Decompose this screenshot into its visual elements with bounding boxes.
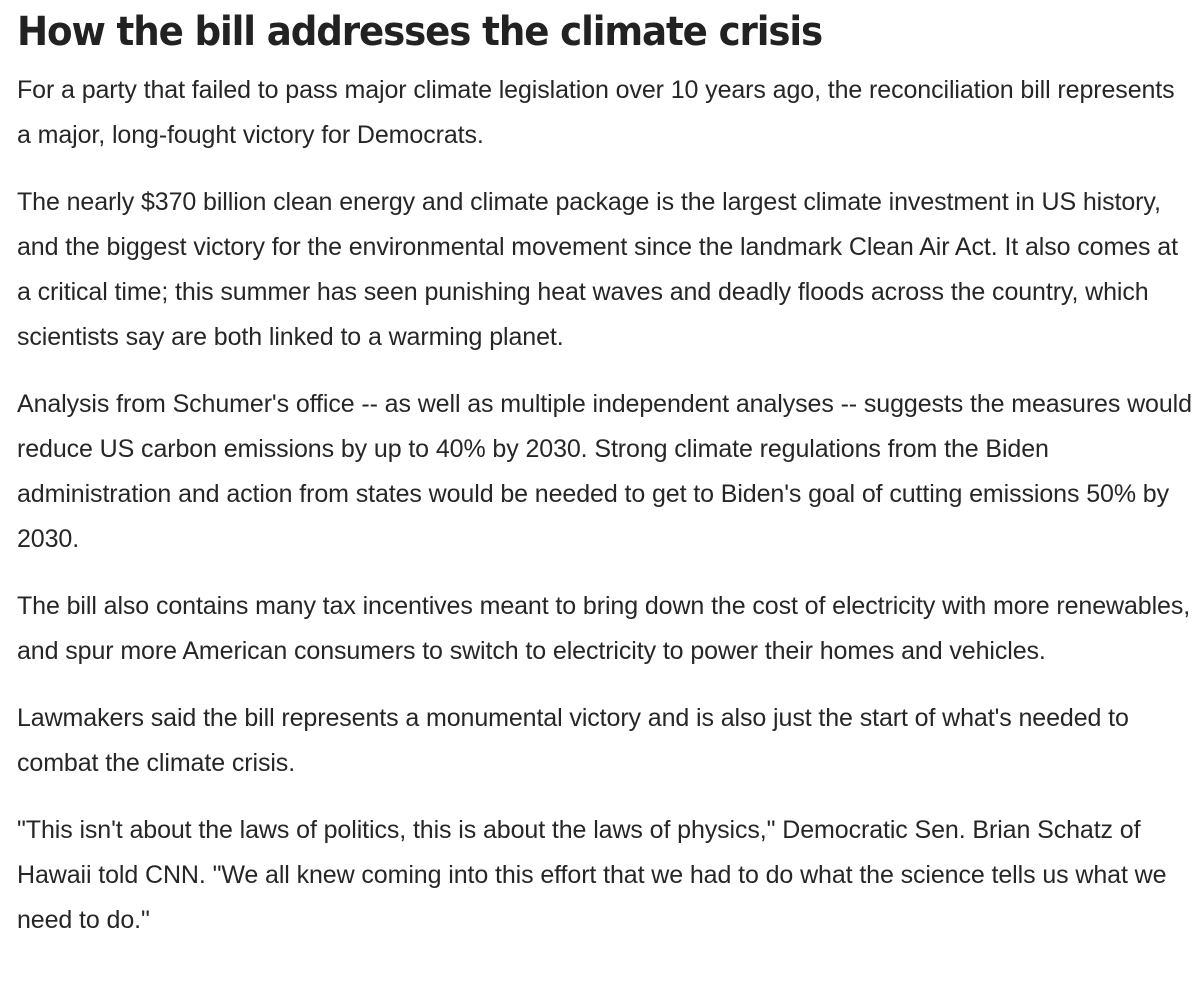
article-body: [17, 0, 1192, 965]
paragraph-2: The nearly $370 billion clean energy and climate package is the largest climate investment in US history, and the biggest victory for the environmental movement since the landmark Clean Air Act. It also comes at a critical time; this summer has seen punishing heat waves and deadly floods across the country, which scientists say are both linked to a warming planet.: [17, 188, 1178, 351]
paragraph-3: Analysis from Schumer's office -- as well as multiple independent analyses -- suggests the measures would reduce US carbon emissions by up to 40% by 2030. Strong climate regulations from the Biden administration and action from states would be needed to get to Biden's goal of cutting emissions 50% by 2030.: [17, 390, 1192, 553]
paragraph-5: Lawmakers said the bill represents a monumental victory and is also just the start of what's needed to combat the climate crisis.: [17, 704, 1129, 777]
paragraph-6: "This isn't about the laws of politics, this is about the laws of physics," Democratic Sen. Brian Schatz of Hawaii told CNN. "We all knew coming into this effort that we had to do what the science tells us what we need to do.": [17, 816, 1167, 934]
section-headline: How the bill addresses the climate crisis: [17, 9, 823, 55]
paragraph-4: The bill also contains many tax incentives meant to bring down the cost of electricity with more renewables, and spur more American consumers to switch to electricity to power their homes and vehicles.: [17, 592, 1191, 665]
paragraph-1: For a party that failed to pass major climate legislation over 10 years ago, the reconciliation bill represents a major, long-fought victory for Democrats.: [17, 76, 1175, 149]
